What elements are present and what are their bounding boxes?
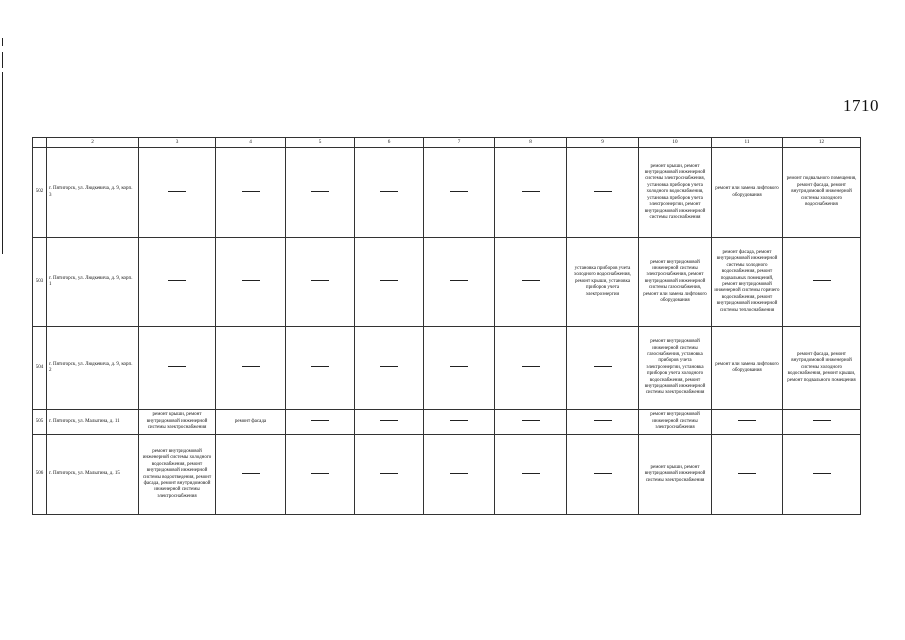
work-cell: ремонт или замена лифтового оборудования	[712, 148, 783, 238]
address-cell: г. Пятигорск, ул. Малыгина, д. 15	[47, 435, 139, 515]
dash-mark	[450, 280, 468, 281]
dash-cell	[567, 148, 639, 238]
work-cell: установка приборов учета холодного водоснабжения, ремонт крыши, установка приборов учета электроэнергии	[567, 238, 639, 327]
header-cell: 6	[355, 138, 424, 148]
dash-mark	[522, 280, 540, 281]
dash-mark	[813, 420, 831, 421]
dash-cell	[216, 327, 286, 410]
dash-mark	[242, 473, 260, 474]
row-number: 506	[33, 435, 47, 515]
dash-cell	[495, 327, 567, 410]
dash-cell	[495, 410, 567, 435]
dash-mark	[380, 191, 398, 192]
dash-mark	[168, 280, 186, 281]
row-number: 504	[33, 327, 47, 410]
dash-mark	[311, 280, 329, 281]
work-cell: ремонт подвального помещения, ремонт фасада, ремонт внутридомовой инженерной системы холодного водоснабжения	[783, 148, 861, 238]
margin-mark-upper	[2, 52, 3, 68]
work-cell: ремонт фасада	[216, 410, 286, 435]
work-cell: ремонт фасада, ремонт внутридомовой инженерной системы холодного водоснабжения, ремонт крыши, ремонт подвального помещения	[783, 327, 861, 410]
repair-schedule-table	[32, 137, 861, 515]
work-cell: ремонт крыши, ремонт внутридомовой инженерной системы электроснабжения	[139, 410, 216, 435]
dash-cell	[355, 327, 424, 410]
dash-cell	[783, 410, 861, 435]
dash-cell	[783, 238, 861, 327]
dash-mark	[380, 366, 398, 367]
dash-mark	[594, 473, 612, 474]
header-cell: 5	[286, 138, 355, 148]
dash-cell	[286, 327, 355, 410]
address-cell: г. Пятигорск, ул. Малыгина, д. 11	[47, 410, 139, 435]
dash-cell	[286, 238, 355, 327]
dash-cell	[139, 327, 216, 410]
dash-cell	[139, 238, 216, 327]
header-cell: 7	[424, 138, 495, 148]
dash-cell	[567, 410, 639, 435]
header-cell: 2	[47, 138, 139, 148]
work-cell: ремонт или замена лифтового оборудования	[712, 327, 783, 410]
dash-mark	[450, 473, 468, 474]
address-cell: г. Пятигорск, ул. Людкевича, д. 9, корп. 1	[47, 238, 139, 327]
header-cell: 12	[783, 138, 861, 148]
work-cell: ремонт внутридомовой инженерной системы холодного водоснабжения, ремонт внутридомовой инженерной системы водоотведения, ремонт фасада, ремонт внутридомовой инженерной системы электроснабжения	[139, 435, 216, 515]
header-cell: 3	[139, 138, 216, 148]
dash-cell	[495, 435, 567, 515]
dash-mark	[380, 280, 398, 281]
work-cell: ремонт внутридомовой инженерной системы газоснабжения, установка приборов учета электроэнергии, установка приборов учета холодного водоснабжения, ремонт внутридомовой инженерной системы электроснабжения	[639, 327, 712, 410]
row-number: 502	[33, 148, 47, 238]
dash-mark	[242, 366, 260, 367]
dash-cell	[355, 435, 424, 515]
dash-cell	[424, 435, 495, 515]
header-cell: 10	[639, 138, 712, 148]
dash-cell	[216, 238, 286, 327]
dash-mark	[594, 366, 612, 367]
work-cell: ремонт фасада, ремонт внутридомовой инженерной системы холодного водоснабжения, ремонт подвальных помещений, ремонт внутридомовой инженерной системы горячего водоснабжения, ремонт внутридомовой инженерной системы теплоснабжения	[712, 238, 783, 327]
header-cell: 4	[216, 138, 286, 148]
dash-mark	[594, 191, 612, 192]
table-row	[33, 238, 861, 327]
dash-mark	[311, 420, 329, 421]
table-row	[33, 148, 861, 238]
dash-cell	[712, 410, 783, 435]
column-number-row	[33, 138, 861, 148]
dash-cell	[424, 327, 495, 410]
dash-mark	[242, 280, 260, 281]
page-number: 1710	[843, 96, 879, 115]
dash-cell	[286, 148, 355, 238]
dash-cell	[286, 410, 355, 435]
dash-mark	[450, 191, 468, 192]
work-cell: ремонт внутридомовой инженерной системы электроснабжения, ремонт внутридомовой инженерной системы газоснабжения, ремонт или замена лифтового оборудования	[639, 238, 712, 327]
header-cell: 9	[567, 138, 639, 148]
dash-mark	[168, 366, 186, 367]
dash-cell	[424, 410, 495, 435]
dash-mark	[522, 420, 540, 421]
dash-mark	[522, 473, 540, 474]
dash-cell	[495, 238, 567, 327]
dash-mark	[242, 191, 260, 192]
dash-cell	[355, 148, 424, 238]
dash-mark	[813, 473, 831, 474]
table-row	[33, 435, 861, 515]
margin-mark-long	[2, 72, 3, 254]
dash-mark	[311, 473, 329, 474]
dash-mark	[380, 473, 398, 474]
dash-mark	[522, 366, 540, 367]
address-cell: г. Пятигорск, ул. Людкевича, д. 9, корп. 2	[47, 327, 139, 410]
table-row	[33, 410, 861, 435]
dash-mark	[738, 473, 756, 474]
row-number: 505	[33, 410, 47, 435]
table-row	[33, 327, 861, 410]
dash-cell	[216, 148, 286, 238]
dash-mark	[813, 280, 831, 281]
dash-mark	[168, 191, 186, 192]
dash-cell	[286, 435, 355, 515]
dash-cell	[424, 148, 495, 238]
work-cell: ремонт крыши, ремонт внутридомовой инженерной системы электроснабжения	[639, 435, 712, 515]
dash-cell	[139, 148, 216, 238]
header-cell	[33, 138, 47, 148]
dash-cell	[567, 435, 639, 515]
dash-mark	[450, 420, 468, 421]
header-cell: 8	[495, 138, 567, 148]
dash-mark	[311, 366, 329, 367]
dash-cell	[355, 238, 424, 327]
address-cell: г. Пятигорск, ул. Людкевича, д. 9, корп. 3	[47, 148, 139, 238]
dash-cell	[495, 148, 567, 238]
dash-cell	[355, 410, 424, 435]
dash-cell	[567, 327, 639, 410]
dash-mark	[311, 191, 329, 192]
dash-cell	[783, 435, 861, 515]
dash-mark	[380, 420, 398, 421]
dash-cell	[712, 435, 783, 515]
row-number: 503	[33, 238, 47, 327]
margin-mark-top	[2, 38, 3, 46]
work-cell: ремонт крыши, ремонт внутридомовой инженерной системы электроснабжения, установка приборов учета холодного водоснабжения, установка приборов учета электроэнергии, ремонт внутридомовой инженерной системы газоснабжения	[639, 148, 712, 238]
work-cell: ремонт внутридомовой инженерной системы электроснабжения	[639, 410, 712, 435]
dash-mark	[450, 366, 468, 367]
dash-mark	[738, 420, 756, 421]
dash-mark	[522, 191, 540, 192]
dash-mark	[594, 420, 612, 421]
dash-cell	[424, 238, 495, 327]
header-cell: 11	[712, 138, 783, 148]
dash-cell	[216, 435, 286, 515]
